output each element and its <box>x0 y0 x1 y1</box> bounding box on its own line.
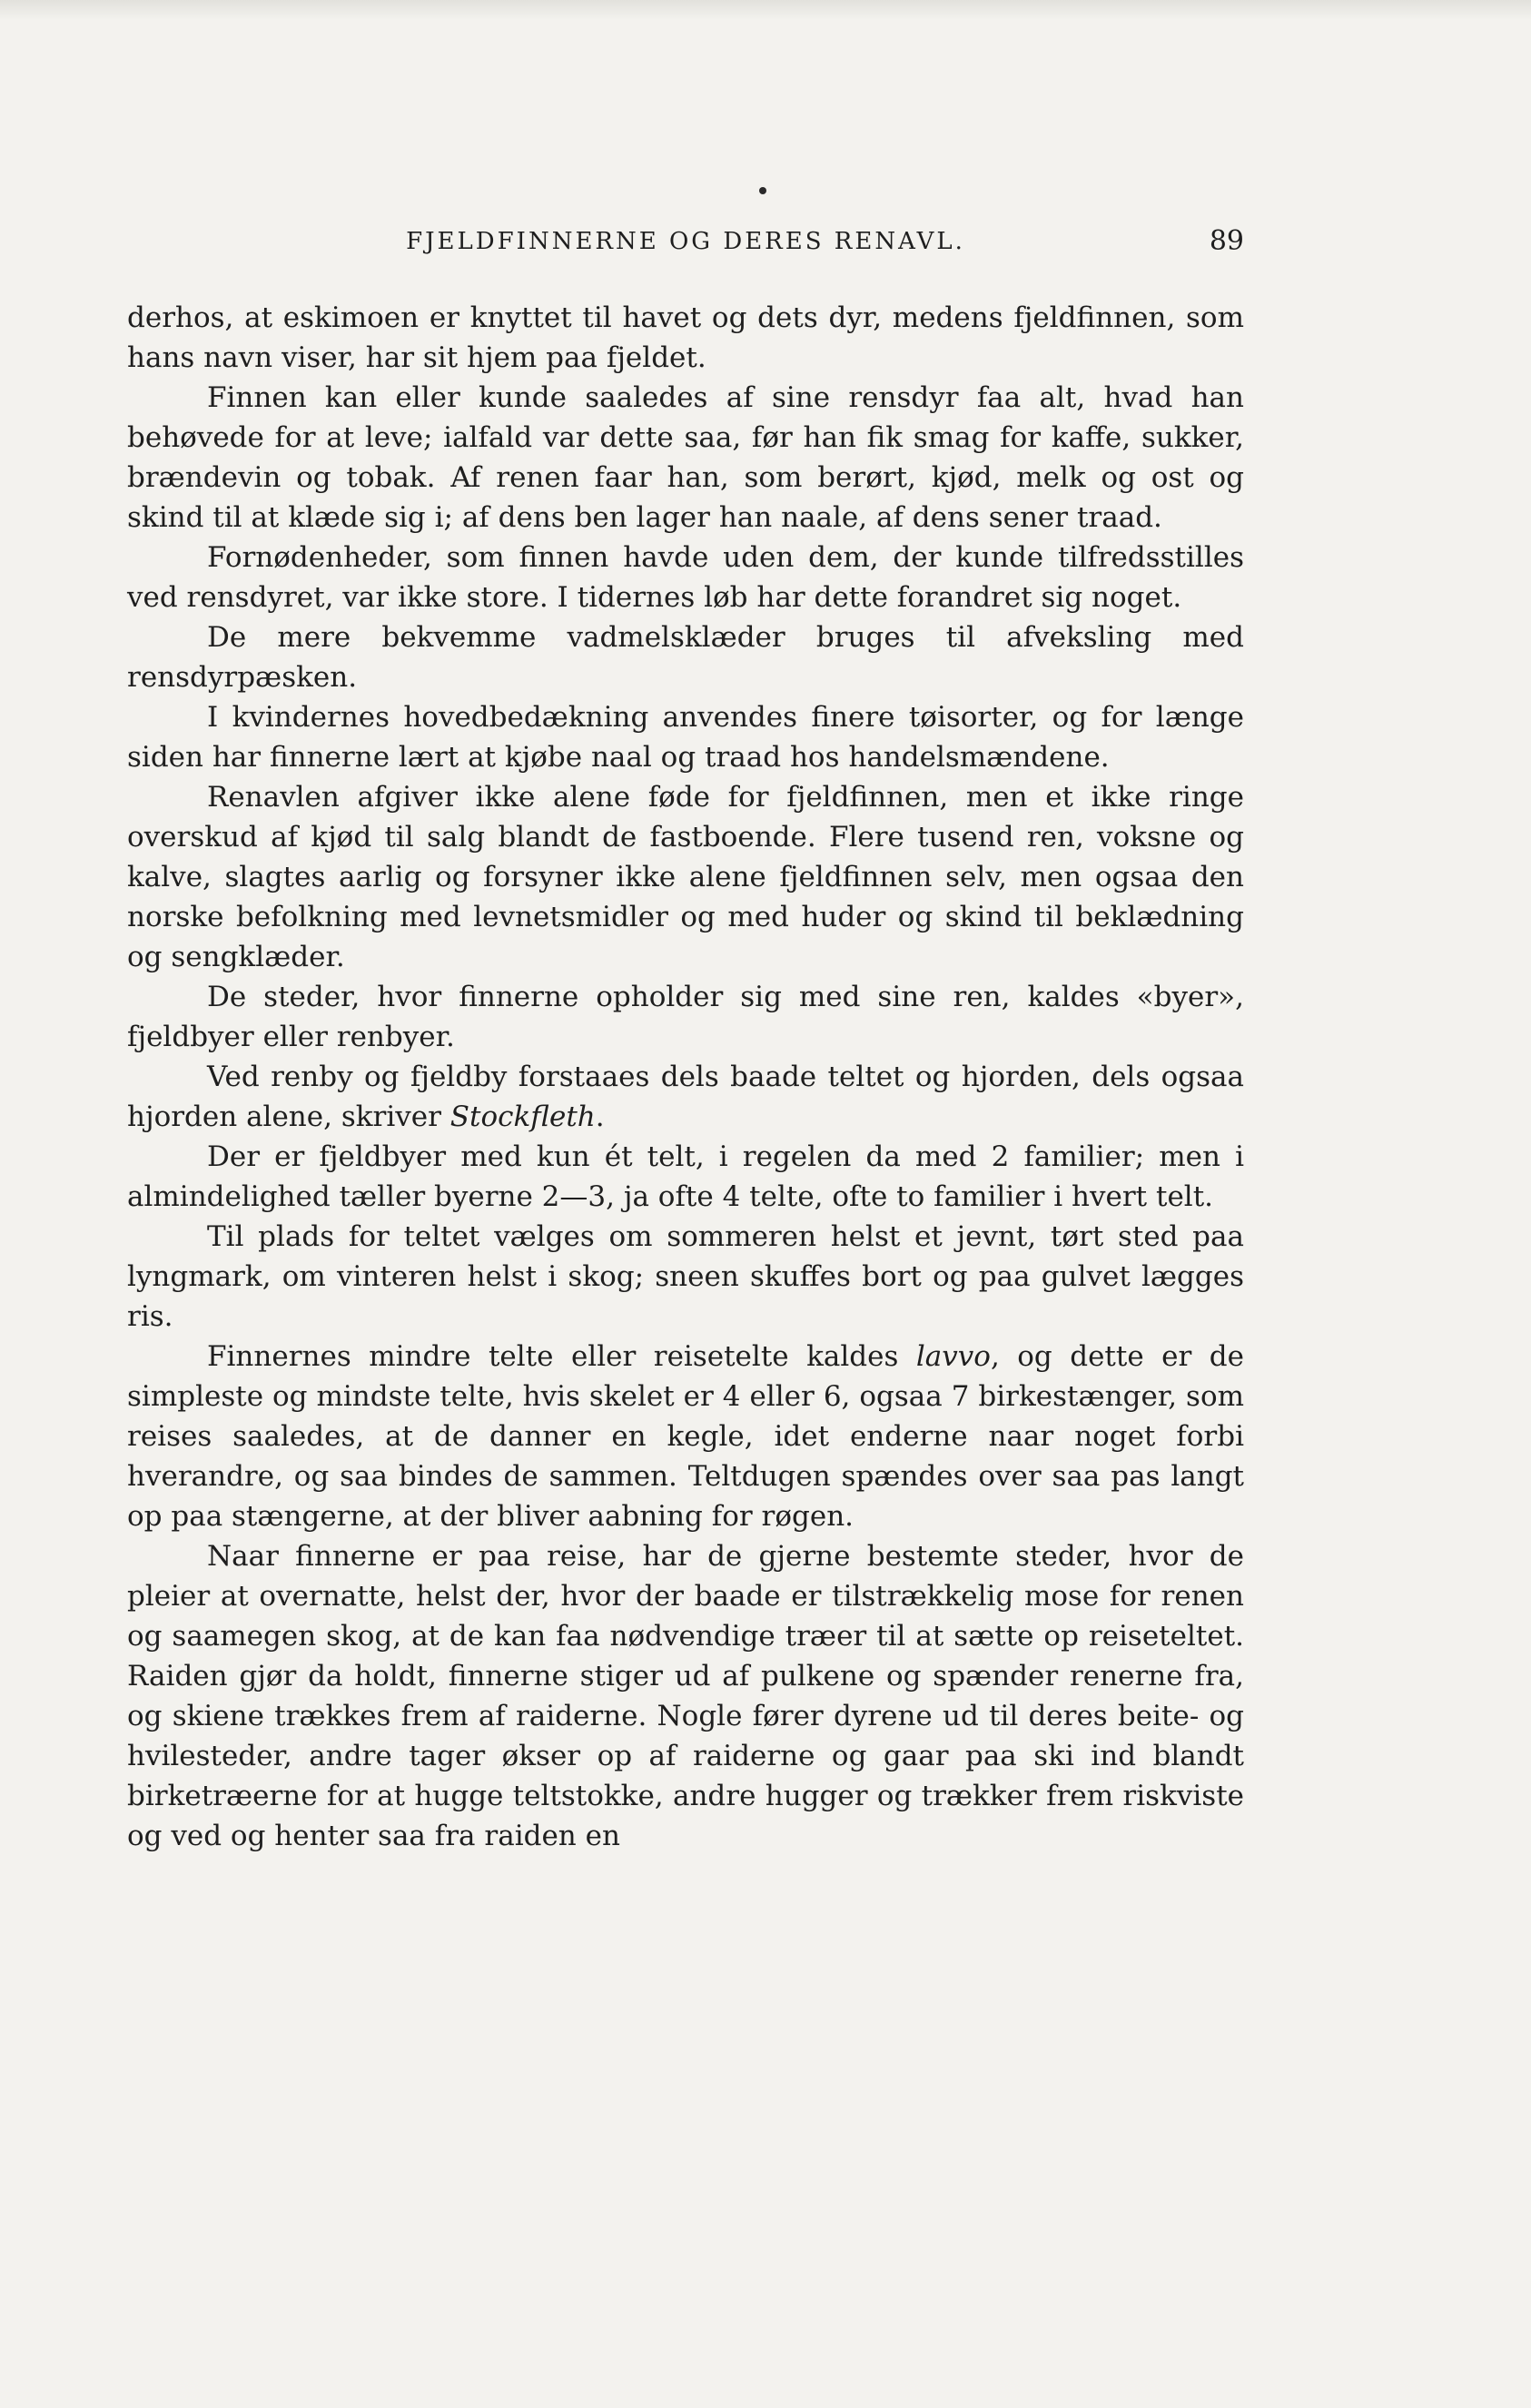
paragraph-3: Fornødenheder, som finnen havde uden dem, der kunde tilfredsstilles ved rensdyret, var ikke store. I tidernes løb har dette forandret sig noget. <box>127 541 1244 614</box>
paragraph-12: Naar finnerne er paa reise, har de gjerne bestemte steder, hvor de pleier at overnatte, helst der, hvor der baade er tilstrækkelig mose for renen og saamegen skog, at de kan faa nødvendige træer til at sætte op reiseteltet. Raiden gjør da holdt, finnerne stiger ud af pulkene og spænder renerne fra, og skiene trækkes frem af raiderne. Nogle fører dyrene ud til deres beite- og hvilesteder, andre tager økser op af raiderne og gaar paa ski ind blandt birketræerne for at hugge teltstokke, andre hugger og trækker frem riskviste og ved og henter saa fra raiden en <box>127 1540 1244 1852</box>
paragraph-9: Der er fjeldbyer med kun ét telt, i regelen da med 2 familier; men i almindelighed tæller byerne 2—3, ja ofte 4 telte, ofte to familier i hvert telt. <box>127 1140 1244 1213</box>
paragraph-1: derhos, at eskimoen er knyttet til havet og dets dyr, medens fjeldfinnen, som hans navn viser, har sit hjem paa fjeldet. <box>127 301 1244 374</box>
body-text <box>127 298 1244 1856</box>
paragraph-10: Til plads for teltet vælges om sommeren helst et jevnt, tørt sted paa lyngmark, om vinteren helst i skog; sneen skuffes bort og paa gulvet lægges ris. <box>127 1220 1244 1333</box>
running-head <box>127 222 1244 262</box>
ink-speck <box>759 187 766 194</box>
paragraph-8: Ved renby og fjeldby forstaaes dels baade teltet og hjorden, dels ogsaa hjorden alene, skriver Stockfleth. <box>127 1061 1244 1133</box>
paragraph-11: Finnernes mindre telte eller reisetelte kaldes lavvo, og dette er de simpleste og mindste telte, hvis skelet er 4 eller 6, ogsaa 7 birkestænger, som reises saaledes, at de danner en kegle, idet enderne naar noget forbi hverandre, og saa bindes de sammen. Teltdugen spændes over saa pas langt op paa stængerne, at der bliver aabning for røgen. <box>127 1340 1244 1533</box>
paragraph-7: De steder, hvor finnerne opholder sig med sine ren, kaldes «byer», fjeldbyer eller renbyer. <box>127 981 1244 1053</box>
paragraph-2: Finnen kan eller kunde saaledes af sine rensdyr faa alt, hvad han behøvede for at leve; ialfald var dette saa, før han fik smag for kaffe, sukker, brændevin og tobak. Af renen faar han, som berørt, kjød, melk og ost og skind til at klæde sig i; af dens ben lager han naale, af dens sener traad. <box>127 381 1244 534</box>
italic-term-lavvo: lavvo <box>915 1340 991 1373</box>
paragraph-6: Renavlen afgiver ikke alene føde for fjeldfinnen, men et ikke ringe overskud af kjød til salg blandt de fastboende. Flere tusend ren, voksne og kalve, slagtes aarlig og forsyner ikke alene fjeldfinnen selv, men ogsaa den norske befolkning med levnetsmidler og med huder og skind til beklædning og sengklæder. <box>127 781 1244 973</box>
italic-name-stockfleth: Stockfleth <box>449 1100 596 1133</box>
running-title: FJELDFINNERNE OG DERES RENAVL. <box>406 228 965 255</box>
page-number: 89 <box>1209 225 1244 257</box>
paragraph-4: De mere bekvemme vadmelsklæder bruges til afveksling med rensdyrpæsken. <box>127 621 1244 694</box>
paragraph-5: I kvindernes hovedbedækning anvendes finere tøisorter, og for længe siden har finnerne lært at kjøbe naal og traad hos handelsmændene. <box>127 701 1244 774</box>
page-top-edge <box>0 0 1531 20</box>
